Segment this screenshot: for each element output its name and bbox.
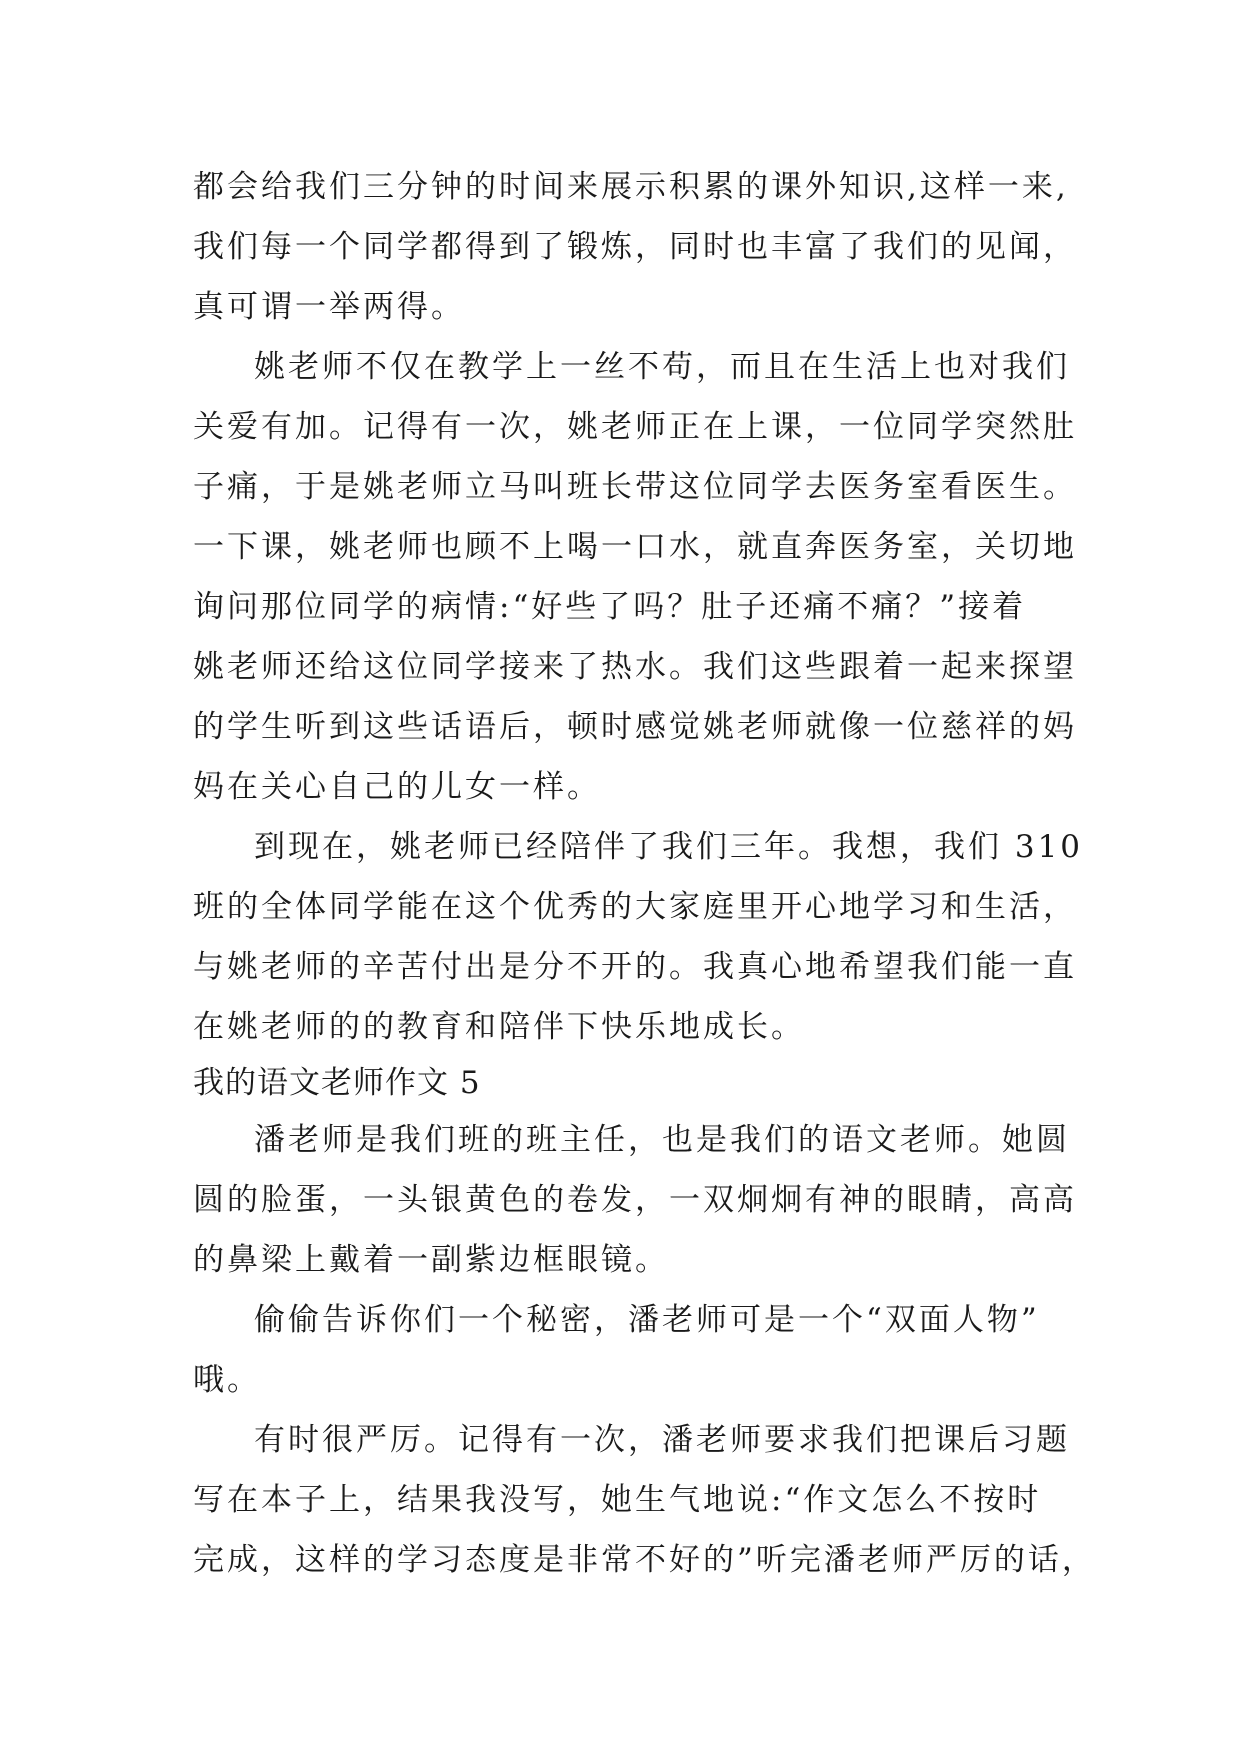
text-line: 完成，这样的学习态度是非常不好的”听完潘老师严厉的话， [193, 1542, 1096, 1578]
text-line: 都会给我们三分钟的时间来展示积累的课外知识,这样一来, [193, 169, 1069, 205]
text-line: 一下课，姚老师也顾不上喝一口水，就直奔医务室，关切地 [193, 529, 1077, 565]
text-line: 妈在关心自己的儿女一样。 [193, 769, 601, 805]
text-line: 班的全体同学能在这个优秀的大家庭里开心地学习和生活， [193, 889, 1077, 925]
text-line: 圆的脸蛋，一头银黄色的卷发，一双炯炯有神的眼睛，高高 [193, 1182, 1077, 1218]
paragraph-first-line: 姚老师不仅在教学上一丝不苟，而且在生活上也对我们 [254, 349, 1070, 385]
paragraph-first-line: 到现在，姚老师已经陪伴了我们三年。我想，我们 310 [254, 829, 1084, 865]
text-line: 的鼻梁上戴着一副紫边框眼镜。 [193, 1242, 669, 1278]
text-line: 写在本子上，结果我没写，她生气地说:“作文怎么不按时 [193, 1482, 1042, 1518]
paragraph-first-line: 偷偷告诉你们一个秘密，潘老师可是一个“双面人物” [254, 1302, 1040, 1338]
text-line: 在姚老师的的教育和陪伴下快乐地成长。 [193, 1009, 805, 1045]
text-line: 我们每一个同学都得到了锻炼，同时也丰富了我们的见闻， [193, 229, 1077, 265]
text-line: 的学生听到这些话语后，顿时感觉姚老师就像一位慈祥的妈 [193, 709, 1077, 745]
text-line: 真可谓一举两得。 [193, 289, 465, 325]
text-line: 与姚老师的辛苦付出是分不开的。我真心地希望我们能一直 [193, 949, 1077, 985]
text-line: 姚老师还给这位同学接来了热水。我们这些跟着一起来探望 [193, 649, 1077, 685]
text-line: 子痛，于是姚老师立马叫班长带这位同学去医务室看医生。 [193, 469, 1077, 505]
section-heading: 我的语文老师作文 5 [193, 1065, 481, 1101]
text-line: 哦。 [193, 1362, 261, 1398]
text-line: 询问那位同学的病情:“好些了吗？肚子还痛不痛？”接着 [193, 589, 1027, 625]
text-line: 关爱有加。记得有一次，姚老师正在上课，一位同学突然肚 [193, 409, 1077, 445]
paragraph-first-line: 有时很严厉。记得有一次，潘老师要求我们把课后习题 [254, 1422, 1070, 1458]
paragraph-first-line: 潘老师是我们班的班主任，也是我们的语文老师。她圆 [254, 1122, 1070, 1158]
